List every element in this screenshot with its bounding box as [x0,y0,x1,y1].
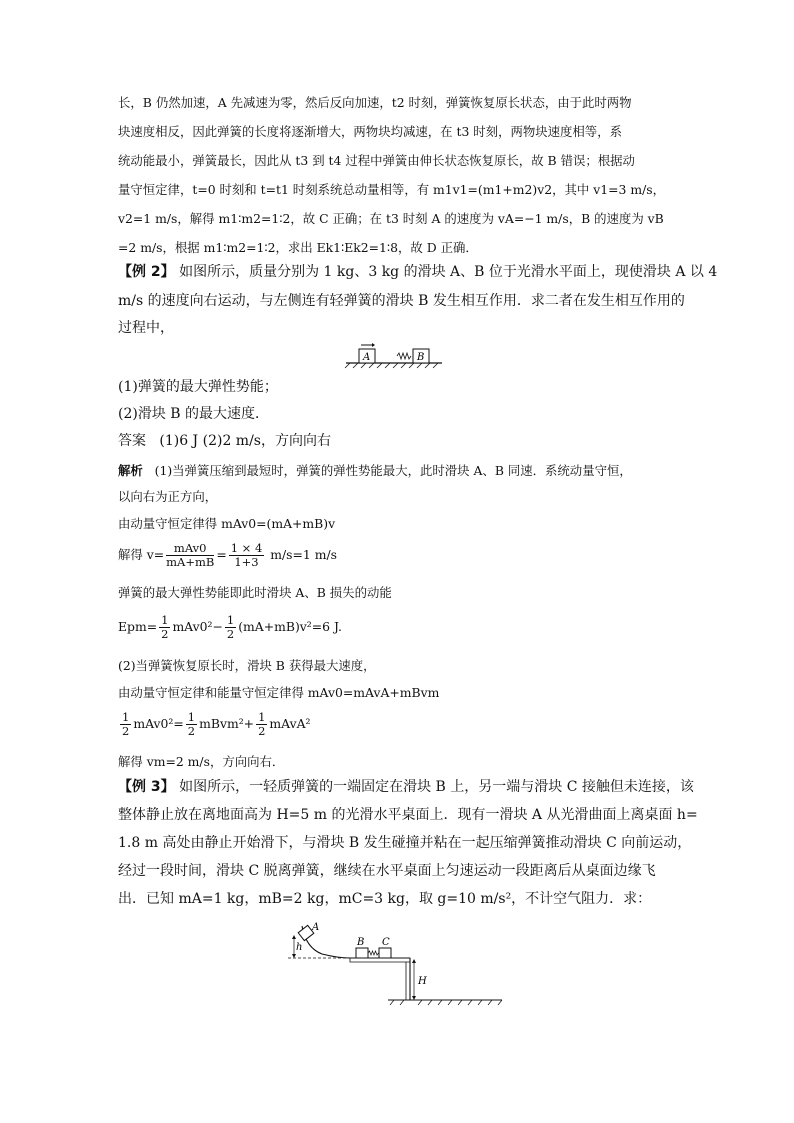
spring [368,951,379,955]
fraction: $\frac{\text{mAv0}}{mA+mB}$ [166,541,215,569]
block-b-label: B [417,352,425,363]
analysis-line: 由动量守恒定律和能量守恒定律得 mAv0=mAvA+mBvm [118,685,440,700]
solution-line: 块速度相反，因此弹簧的长度将逐渐增大，两物块均减速，在 t3 时刻，两物块速度相等，系 [118,124,622,139]
label-h: h [296,942,303,953]
block-c-label: C [382,937,390,948]
block-b-label: B [357,937,365,948]
block-a-label: A [312,922,320,933]
solution-line: 统动能最小，弹簧最长，因此从 t3 到 t4 过程中弹簧由伸长状态恢复原长，故 B 错误；根据动 [118,153,635,168]
fraction: $\frac{1 \times 4}{1+3}$ [230,541,263,569]
energy-equation: $\frac{1}{2}$ mAv0²= $\frac{1}{2}$ mBvm²+ $\frac{1}{2}$ mAvA² [122,710,311,738]
analysis-line: 解得 vm=2 m/s，方向向右． [118,754,285,769]
analysis-line: (2)当弹簧恢复原长时，滑块 B 获得最大速度， [118,658,376,673]
example3-question-line: 整体静止放在离地面高为 H=5 m 的光滑水平桌面上．现有一滑块 A 从光滑曲面上离桌面 h= [118,807,698,823]
block-b [356,948,368,958]
example-tag: 【例 2】 [118,264,175,280]
example3-figure [282,918,504,1008]
analysis-label: 解析 [118,463,143,478]
analysis: 解析 (1)当弹簧压缩到最短时，弹簧的弹性势能最大，此时滑块 A、B 同速．系统动量守恒， [118,463,632,478]
example2-figure [342,342,446,370]
analysis-line: 由动量守恒定律得 mAv0=(mA+mB)v [118,516,336,531]
sub-question: (2)滑块 B 的最大速度． [118,406,270,422]
solution-line: 长，B 仍然加速，A 先减速为零，然后反向加速，t2 时刻，弹簧恢复原长状态，由于此时两物 [118,95,632,110]
spring [397,353,411,359]
analysis-line: 弹簧的最大弹性势能即此时滑块 A、B 损失的动能 [118,585,392,600]
solution-line: 量守恒定律，t=0 时刻和 t=t1 时刻系统总动量相等，有 m1v1=(m1+m2)v2，其中 v1=3 m/s， [118,182,666,197]
example2-question: 【例 2】 如图所示，质量分别为 1 kg、3 kg 的滑块 A、B 位于光滑水平面上，现使滑块 A 以 4 [118,264,718,280]
example3-question: 【例 3】 如图所示，一轻质弹簧的一端固定在滑块 B 上，另一端与滑块 C 接触但未连接，该 [118,779,694,795]
solution-line: v2=1 m/s，解得 m1∶m2=1∶2，故 C 正确；在 t3 时刻 A 的速度为 vA=−1 m/s，B 的速度为 vB [118,211,664,226]
block-c [379,948,391,958]
example3-question-line: 1.8 m 高处由静止开始滑下，与滑块 B 发生碰撞并粘在一起压缩弹簧推动滑块 C 向前运动， [118,835,692,851]
example3-question-line: 出．已知 mA=1 kg，mB=2 kg，mC=3 kg，取 g=10 m/s²，不计空气阻力．求： [118,891,652,907]
block-a-label: A [363,352,371,363]
example2-question-line: m/s 的速度向右运动，与左侧连有轻弹簧的滑块 B 发生相互作用．求二者在发生相互作用的 [118,293,685,309]
analysis-line: 以向右为正方向， [118,489,218,504]
solution-line: =2 m/s，根据 m1∶m2=1∶2，求出 Ek1∶Ek2=1∶8，故 D 正确． [118,240,478,255]
answer [118,432,331,450]
sub-question: (1)弹簧的最大弹性势能； [118,379,278,395]
epm-equation: Epm= $\frac{1}{2}$ mAv0²− $\frac{1}{2}$ (mA+mB)v²=6 J. [118,613,342,641]
answer-text: (1)6 J (2)2 m/s，方向向右 [159,433,331,449]
example3-question-line: 经过一段时间，滑块 C 脱离弹簧，继续在水平桌面上匀速运动一段距离后从桌面边缘飞 [118,863,656,879]
label-H: H [418,976,427,987]
answer-label: 答案 [118,433,146,449]
example2-question-line: 过程中， [118,320,174,336]
solve-v-equation: 解得 v= $\frac{\text{mAv0}}{mA+mB}$ = $\frac{1 \times 4}{1+3}$ m/s=1 m/s [118,541,338,569]
example-tag: 【例 3】 [118,779,175,795]
